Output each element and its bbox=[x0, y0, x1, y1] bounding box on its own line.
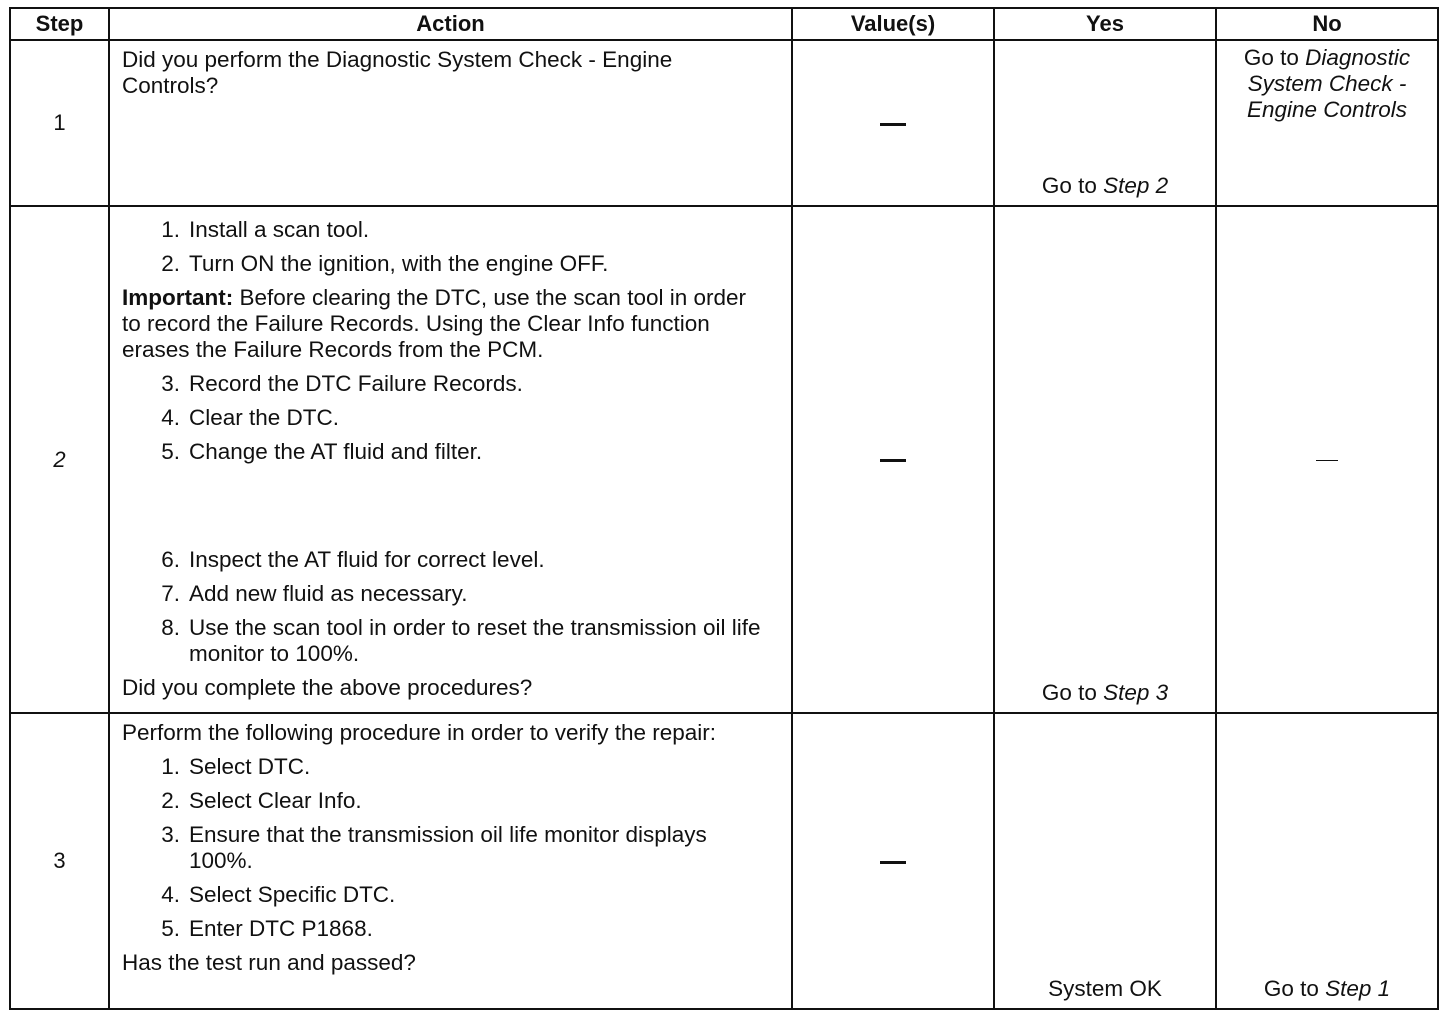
yes-instruction: Go to Step 3 bbox=[1041, 680, 1169, 705]
yes-instruction: System OK bbox=[1048, 976, 1162, 1001]
no-link: Step 1 bbox=[1325, 976, 1391, 1001]
list-item: 4. Clear the DTC. bbox=[161, 405, 340, 430]
action-question: Has the test run and passed? bbox=[122, 950, 416, 975]
step-number: 1 bbox=[10, 40, 109, 206]
value-dash bbox=[880, 861, 906, 864]
list-item: 5. Change the AT fluid and filter. bbox=[161, 439, 483, 464]
table-row bbox=[10, 206, 1438, 713]
list-item: 1. Select DTC. bbox=[161, 754, 311, 779]
action-cell bbox=[109, 713, 792, 1009]
list-item: 7. Add new fluid as necessary. bbox=[161, 581, 468, 606]
no-cell bbox=[1216, 40, 1438, 206]
procedure-list bbox=[122, 217, 771, 277]
procedure-list bbox=[122, 754, 771, 942]
header-row bbox=[10, 8, 1438, 40]
list-item: 8. Use the scan tool in order to reset the transmission oil life monitor to 100%. bbox=[161, 615, 761, 666]
list-item: 5. Enter DTC P1868. bbox=[161, 916, 373, 941]
list-item: 3. Record the DTC Failure Records. bbox=[161, 371, 523, 396]
step-number: 3 bbox=[10, 713, 109, 1009]
important-note: Important: Before clearing the DTC, use the scan tool in order to record the Failure Records. Using the Clear Info function erases the Failure Records from the PCM. bbox=[122, 285, 747, 362]
table-row bbox=[10, 713, 1438, 1009]
header-no: No bbox=[1216, 8, 1438, 40]
header-values: Value(s) bbox=[792, 8, 994, 40]
yes-cell bbox=[994, 206, 1216, 713]
action-question: Did you complete the above procedures? bbox=[122, 675, 533, 700]
procedure-list bbox=[122, 371, 771, 465]
no-cell bbox=[1216, 713, 1438, 1009]
yes-link: Step 2 bbox=[1103, 173, 1169, 198]
procedure-list bbox=[122, 547, 771, 667]
step-number: 2 bbox=[10, 206, 109, 713]
action-cell bbox=[109, 40, 792, 206]
value-cell bbox=[792, 713, 994, 1009]
value-dash bbox=[880, 459, 906, 462]
list-item: 4. Select Specific DTC. bbox=[161, 882, 396, 907]
action-question: Did you perform the Diagnostic System Check - Engine Controls? bbox=[122, 47, 673, 98]
list-item: 3. Ensure that the transmission oil life monitor displays 100%. bbox=[161, 822, 707, 873]
list-item: 6. Inspect the AT fluid for correct level. bbox=[161, 547, 545, 572]
header-step: Step bbox=[10, 8, 109, 40]
yes-cell bbox=[994, 713, 1216, 1009]
no-cell bbox=[1216, 206, 1438, 713]
list-item: 2. Select Clear Info. bbox=[161, 788, 362, 813]
no-instruction: Go to Step 1 bbox=[1263, 976, 1391, 1001]
diagnostic-table bbox=[9, 7, 1439, 1010]
yes-cell bbox=[994, 40, 1216, 206]
no-dash bbox=[1316, 460, 1338, 462]
value-cell bbox=[792, 40, 994, 206]
no-instruction: Go to Diagnostic System Check - Engine Controls bbox=[1243, 45, 1411, 122]
list-item: 2. Turn ON the ignition, with the engine OFF. bbox=[161, 251, 609, 276]
action-intro: Perform the following procedure in order to verify the repair: bbox=[122, 720, 717, 745]
list-item: 1. Install a scan tool. bbox=[161, 217, 370, 242]
header-yes: Yes bbox=[994, 8, 1216, 40]
value-cell bbox=[792, 206, 994, 713]
value-dash bbox=[880, 123, 906, 126]
action-cell bbox=[109, 206, 792, 713]
yes-link: Step 3 bbox=[1103, 680, 1169, 705]
table-row bbox=[10, 40, 1438, 206]
header-action: Action bbox=[109, 8, 792, 40]
yes-instruction: Go to Step 2 bbox=[1041, 173, 1169, 198]
